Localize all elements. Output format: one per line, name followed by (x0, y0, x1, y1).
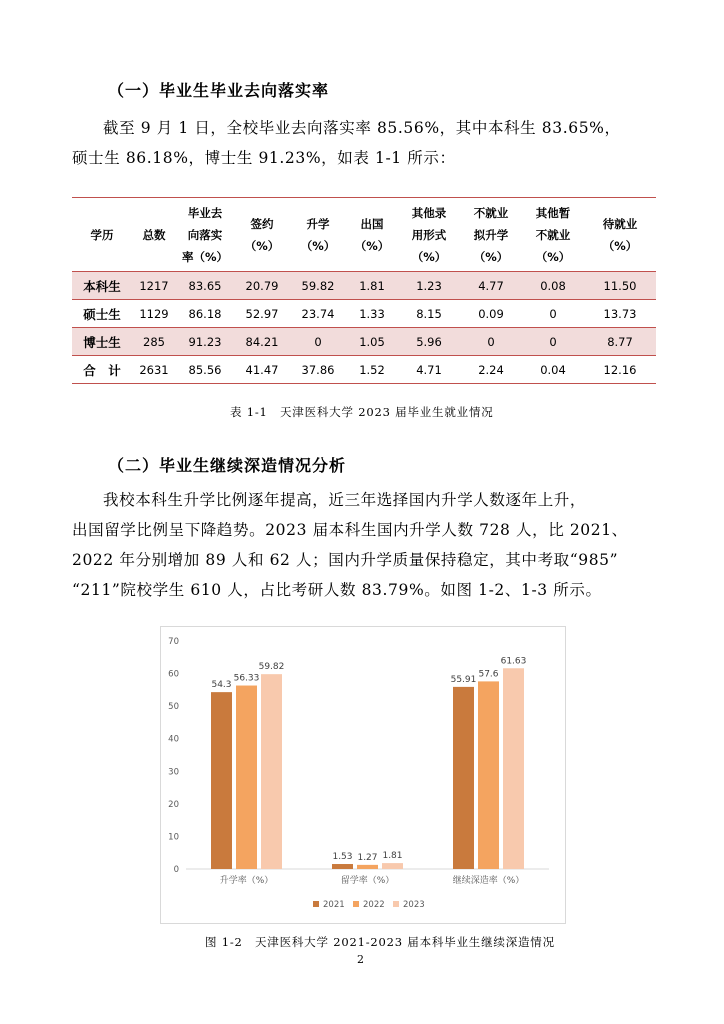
data-label: 61.63 (500, 656, 527, 667)
row-label: 博士生 (83, 334, 121, 350)
table-header-cell (398, 198, 460, 272)
table-header-cell (290, 198, 346, 272)
table-cell: 0 (549, 306, 557, 321)
table-cell: 0.04 (540, 362, 566, 377)
paragraph-2 (72, 485, 656, 605)
table-header-cell (176, 198, 234, 272)
header-text: 拟升学 (473, 227, 509, 242)
row-label: 本科生 (83, 278, 121, 294)
bar-2023 (503, 668, 524, 869)
bar-2023 (382, 863, 403, 869)
table-cell: 23.74 (301, 306, 335, 321)
legend-label: 2022 (363, 900, 385, 910)
table-cell: 4.77 (478, 278, 504, 293)
data-label: 1.81 (382, 851, 403, 862)
employment-table (72, 197, 656, 384)
header-text: （%） (300, 238, 336, 253)
header-text: （%） (473, 249, 509, 264)
legend-swatch (393, 901, 399, 907)
header-text: （%） (602, 238, 638, 253)
header-text: 总数 (142, 227, 166, 242)
table-caption: 表 1-1 天津医科大学 2023 届毕业生就业情况 (230, 405, 494, 419)
figure-caption: 图 1-2 天津医科大学 2021-2023 届本科毕业生继续深造情况 (205, 935, 555, 949)
bar-2021 (453, 687, 474, 869)
y-tick-label: 0 (173, 865, 179, 875)
table-cell: 59.82 (301, 278, 335, 293)
bar-2022 (478, 681, 499, 869)
paragraph-1 (72, 113, 656, 173)
section-heading-2: （二）毕业生继续深造情况分析 (108, 456, 347, 475)
category-label: 升学率（%） (219, 876, 274, 886)
table-cell: 1.33 (359, 306, 385, 321)
table-cell: 0.09 (478, 306, 504, 321)
paragraph-line: 出国留学比例呈下降趋势。2023 届本科生国内升学人数 728 人，比 2021、 (72, 521, 628, 539)
header-text: 毕业去 (187, 205, 223, 220)
y-tick-label: 20 (168, 799, 179, 810)
table-row (72, 300, 656, 328)
table-cell: 1.81 (359, 278, 385, 293)
header-text: 其他暂 (535, 205, 571, 220)
table-cell: 0 (549, 334, 557, 349)
table-cell: 84.21 (245, 334, 279, 349)
table-cell: 5.96 (416, 334, 442, 349)
table-cell: 41.47 (245, 362, 279, 377)
table-cell: 85.56 (188, 362, 222, 377)
header-text: 不就业 (535, 227, 571, 242)
table-row (72, 272, 656, 300)
data-label: 1.53 (332, 852, 353, 863)
table-cell: 83.65 (188, 278, 222, 293)
bar-2022 (357, 865, 378, 869)
category-label: 留学率（%） (340, 876, 395, 886)
header-text: 待就业 (602, 216, 638, 231)
table-header-cell (584, 198, 656, 272)
header-text: 用形式 (411, 227, 447, 242)
table-cell: 86.18 (188, 306, 222, 321)
paragraph-line: 2022 年分别增加 89 人和 62 人；国内升学质量保持稳定，其中考取“985” (72, 551, 619, 569)
legend-swatch (353, 901, 359, 907)
row-label: 硕士生 (83, 306, 121, 322)
header-text: 不就业 (473, 205, 509, 220)
table-header-cell (460, 198, 522, 272)
header-text: 出国 (360, 216, 384, 231)
y-tick-label: 10 (168, 832, 179, 843)
header-text: （%） (244, 238, 280, 253)
bar-2021 (211, 692, 232, 869)
bar-2021 (332, 864, 353, 869)
data-label: 57.6 (478, 669, 499, 680)
table-header-cell (234, 198, 290, 272)
table-header-cell (346, 198, 398, 272)
data-label: 56.33 (233, 673, 260, 684)
table-header-cell (132, 198, 176, 272)
page-number: 2 (357, 953, 364, 966)
table-cell: 13.73 (603, 306, 637, 321)
further-study-bar-chart (160, 626, 566, 924)
header-text: 升学 (306, 216, 330, 231)
paragraph-line: 截至 9 月 1 日，全校毕业去向落实率 85.56%，其中本科生 83.65%， (103, 119, 621, 137)
y-tick-label: 60 (168, 669, 179, 680)
table-cell: 4.71 (416, 362, 442, 377)
header-text: 学历 (90, 227, 114, 242)
data-label: 59.82 (258, 662, 285, 673)
table-cell: 20.79 (245, 278, 279, 293)
y-tick-label: 70 (168, 637, 179, 647)
row-label: 合 计 (83, 362, 121, 378)
y-tick-label: 40 (168, 734, 179, 745)
table-cell: 1.23 (416, 278, 442, 293)
table-cell: 11.50 (603, 278, 637, 293)
paragraph-line: 硕士生 86.18%，博士生 91.23%，如表 1-1 所示： (72, 149, 456, 167)
section-heading-1: （一）毕业生毕业去向落实率 (108, 81, 330, 100)
paragraph-line: 我校本科生升学比例逐年提高，近三年选择国内升学人数逐年上升， (103, 491, 587, 509)
y-tick-label: 50 (168, 702, 179, 713)
header-text: 向落实 (187, 227, 223, 242)
table-cell: 8.77 (607, 334, 633, 349)
bar-2022 (236, 686, 257, 869)
table-cell: 1.52 (359, 362, 385, 377)
table-header-cell (72, 198, 132, 272)
table-cell: 2.24 (478, 362, 504, 377)
paragraph-line: “211”院校学生 610 人，占比考研人数 83.79%。如图 1-2、1-3 所示。 (72, 581, 602, 599)
legend-swatch (313, 901, 319, 907)
table-body (72, 272, 656, 384)
table-row (72, 356, 656, 384)
category-label: 继续深造率（%） (452, 876, 525, 886)
table-cell: 52.97 (245, 306, 279, 321)
header-text: 率（%） (181, 249, 229, 264)
y-tick-label: 30 (168, 767, 179, 778)
table-cell: 2631 (139, 362, 169, 377)
header-text: 签约 (250, 216, 274, 231)
table-cell: 37.86 (301, 362, 335, 377)
header-text: 其他录 (411, 205, 447, 220)
data-label: 55.91 (450, 674, 477, 685)
data-label: 1.27 (357, 852, 378, 863)
table-cell: 0 (314, 334, 322, 349)
legend-label: 2023 (403, 900, 425, 910)
table-cell: 0.08 (540, 278, 566, 293)
table-header-row (72, 198, 656, 272)
table-header-cell (522, 198, 584, 272)
table-cell: 12.16 (603, 362, 637, 377)
header-text: （%） (411, 249, 447, 264)
table-cell: 285 (143, 334, 165, 349)
header-text: （%） (354, 238, 390, 253)
table-cell: 1217 (139, 278, 169, 293)
bar-2023 (261, 674, 282, 869)
table-cell: 0 (487, 334, 495, 349)
table-cell: 1.05 (359, 334, 385, 349)
table-cell: 8.15 (416, 306, 442, 321)
table-row (72, 328, 656, 356)
legend-label: 2021 (323, 900, 345, 910)
data-label: 54.3 (211, 680, 232, 691)
header-text: （%） (535, 249, 571, 264)
table-cell: 1129 (139, 306, 169, 321)
table-cell: 91.23 (188, 334, 222, 349)
